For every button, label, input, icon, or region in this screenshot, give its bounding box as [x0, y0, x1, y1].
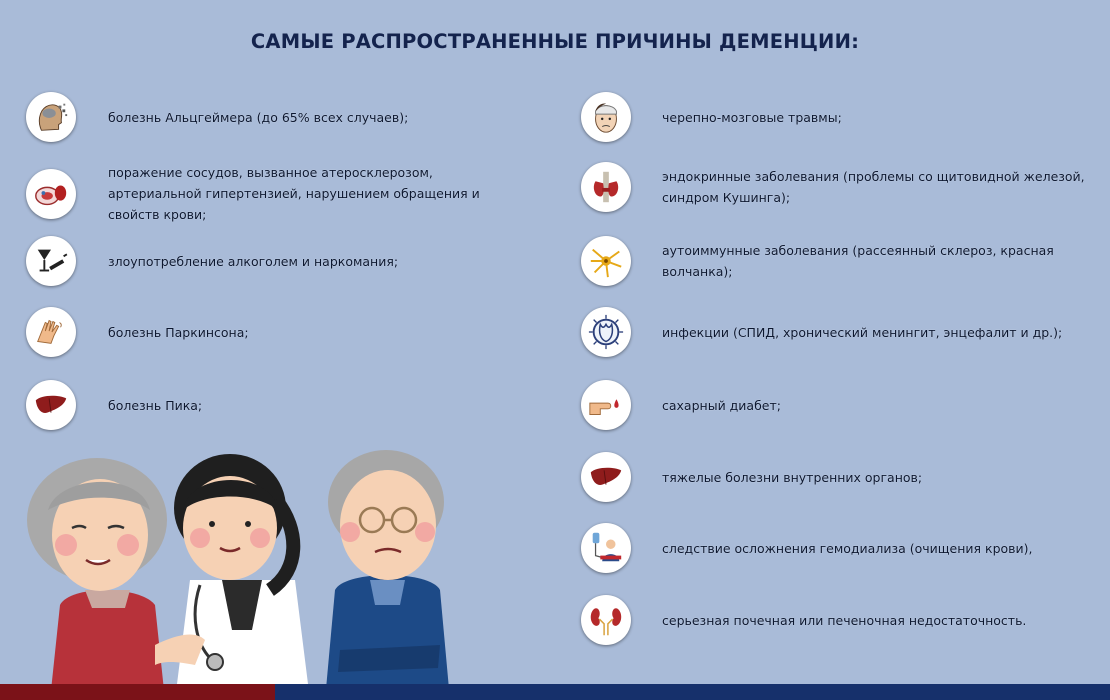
thyroid-icon [581, 162, 631, 212]
cause-text: болезнь Паркинсона; [108, 324, 249, 340]
dialysis-icon [581, 523, 631, 573]
neuron-icon [581, 236, 631, 286]
cause-item-diabetes [581, 380, 1092, 430]
cause-item-hemodialysis [581, 523, 1092, 573]
cause-item-vascular [26, 162, 528, 225]
bottom-bar-red [0, 684, 275, 700]
alcohol-syringe-icon [26, 236, 76, 286]
brain-head-icon [26, 92, 76, 142]
blood-vessel-icon [26, 169, 76, 219]
grandfather-figure [325, 450, 450, 700]
cause-item-pick [26, 380, 528, 430]
liver-icon [26, 380, 76, 430]
grandmother-figure [27, 458, 167, 700]
cause-text: сахарный диабет; [662, 397, 781, 413]
cause-text: болезнь Пика; [108, 397, 203, 413]
virus-icon [581, 307, 631, 357]
page-title: САМЫЕ РАСПРОСТРАНЕННЫЕ ПРИЧИНЫ ДЕМЕНЦИИ: [250, 30, 860, 53]
cause-item-alcohol [26, 236, 528, 286]
cause-item-autoimmune [581, 236, 1092, 286]
cause-text: серьезная почечная или печеночная недостаточность. [662, 612, 1027, 628]
cause-item-endocrine [581, 162, 1092, 212]
cause-text: эндокринные заболевания (проблемы со щитовидной железой, синдром Кушинга); [662, 169, 1085, 205]
cause-item-trauma [581, 92, 1092, 142]
bottom-bar-blue [275, 684, 1110, 700]
cause-item-infection [581, 307, 1092, 357]
doctor-figure [155, 454, 310, 700]
cause-item-parkinson [26, 307, 528, 357]
finger-blood-drop-icon [581, 380, 631, 430]
cause-text: злоупотребление алкоголем и наркомания; [108, 253, 399, 269]
cause-text: аутоиммунные заболевания (рассеянный склероз, красная волчанка); [662, 243, 1054, 279]
cause-text: инфекции (СПИД, хронический менингит, энцефалит и др.); [662, 324, 1063, 340]
trembling-hand-icon [26, 307, 76, 357]
cause-text: поражение сосудов, вызванное атеросклерозом, артериальной гипертензией, нарушением обращения и свойств крови; [108, 165, 480, 222]
bandaged-head-icon [581, 92, 631, 142]
cause-item-failure [581, 595, 1092, 645]
cause-text: черепно-мозговые травмы; [662, 109, 842, 125]
cause-text: тяжелые болезни внутренних органов; [662, 469, 923, 485]
kidneys-icon [581, 595, 631, 645]
cause-item-organs [581, 452, 1092, 502]
liver-icon [581, 452, 631, 502]
cause-text: следствие осложнения гемодиализа (очищения крови), [662, 540, 1033, 556]
cause-item-alzheimer [26, 92, 528, 142]
people-illustration [0, 440, 470, 700]
cause-text: болезнь Альцгеймера (до 65% всех случаев); [108, 109, 409, 125]
